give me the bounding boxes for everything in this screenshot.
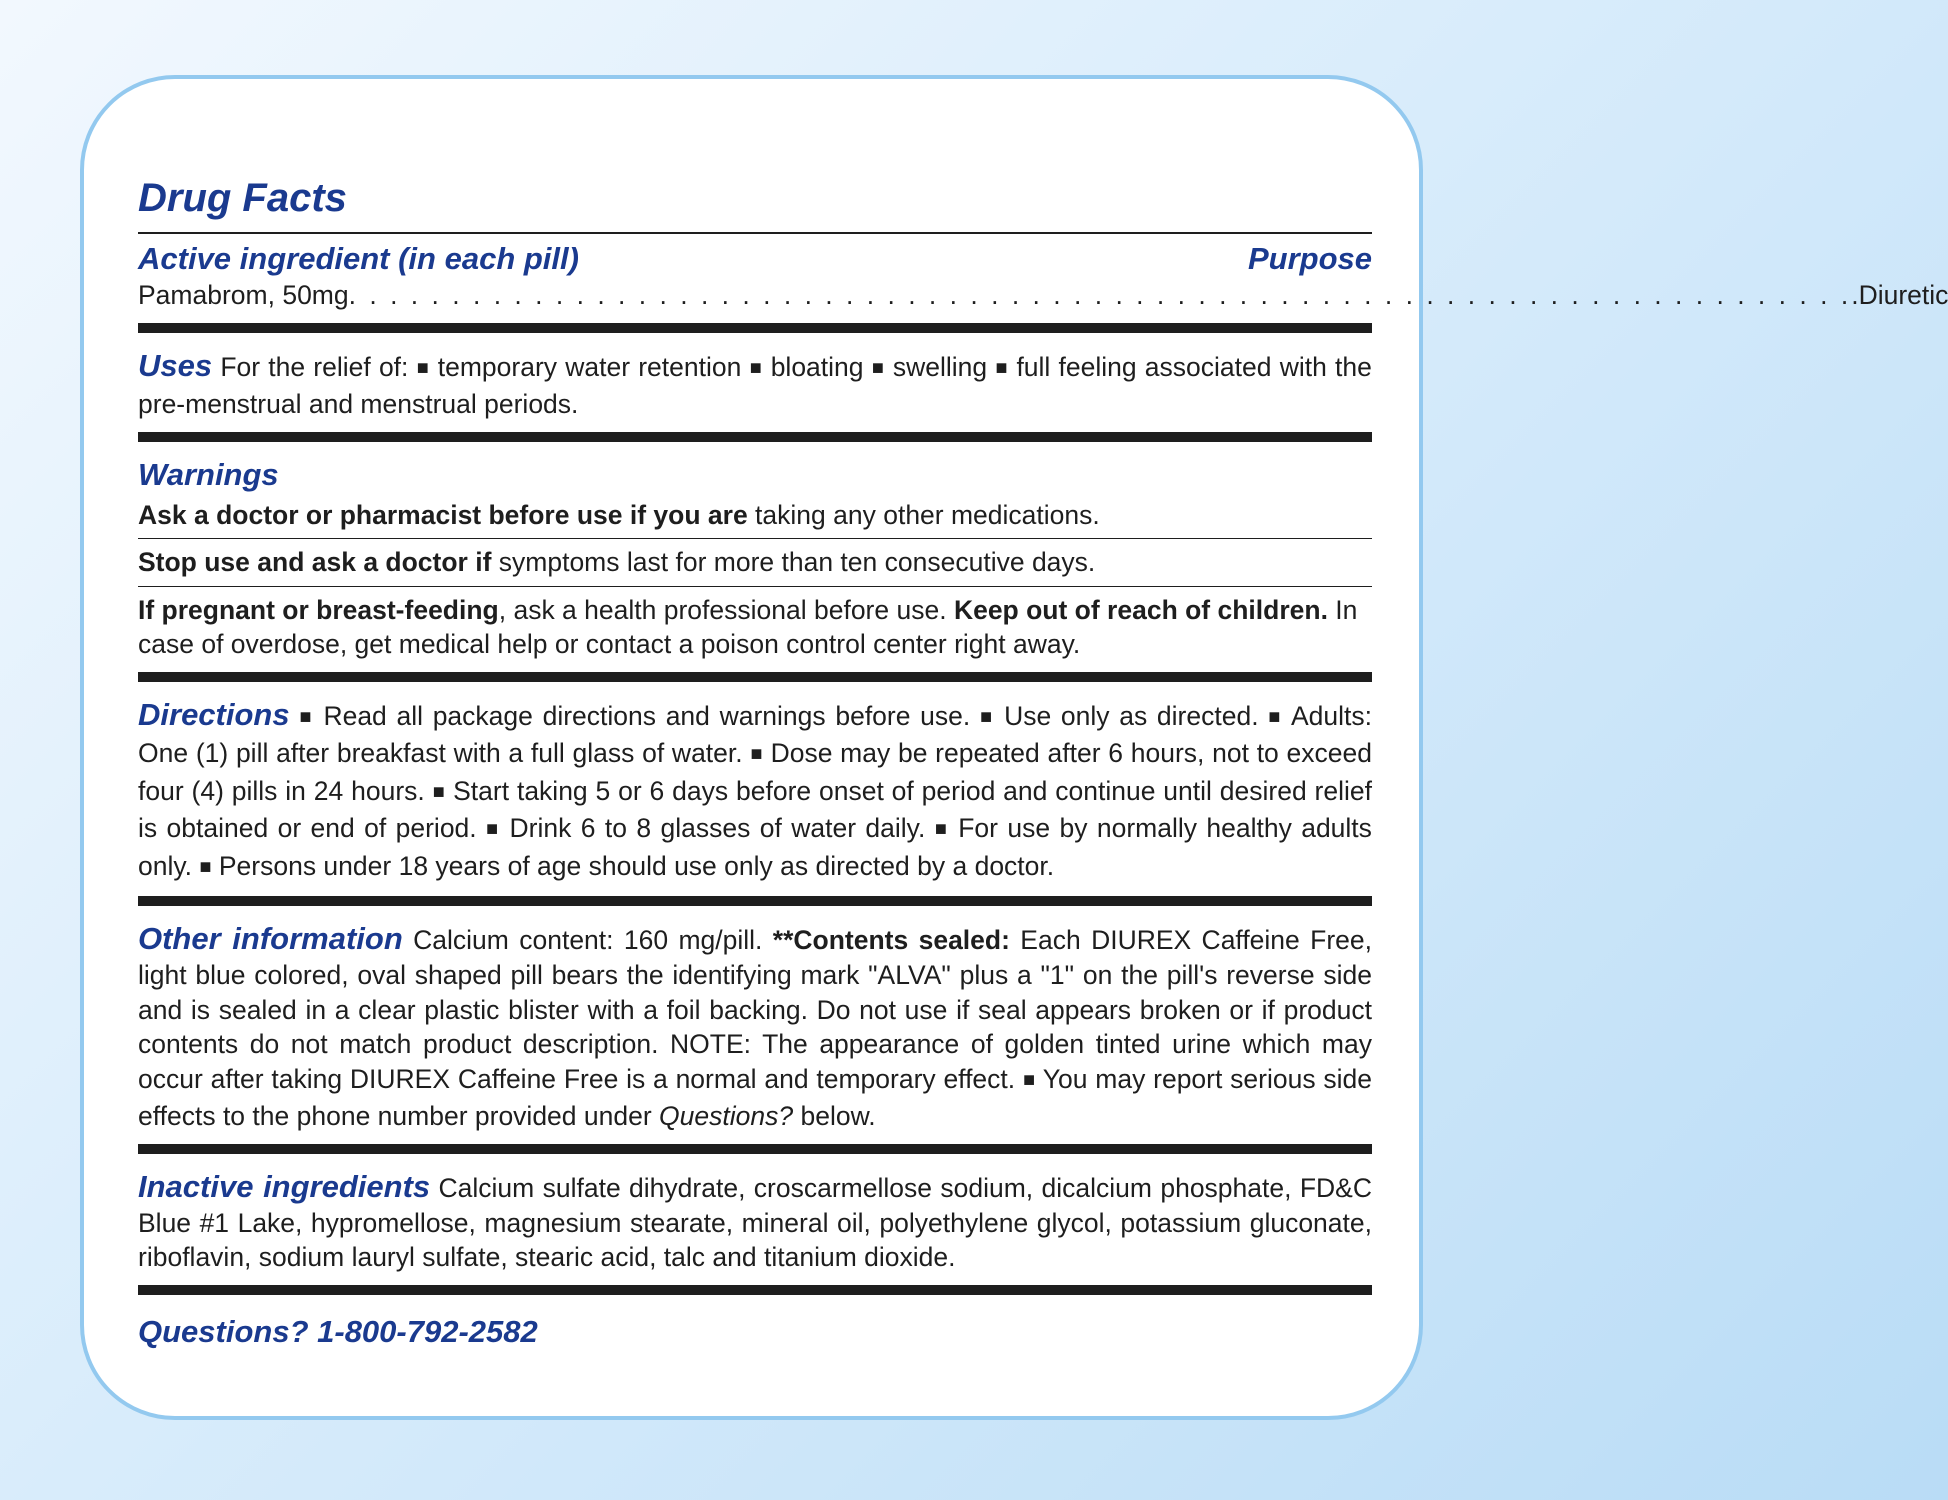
directions-heading: Directions (138, 696, 290, 732)
divider (138, 538, 1372, 539)
directions-item: Adults: One (1) pill after breakfast with a full glass of water. (138, 700, 1372, 768)
bullet-icon: ■ (199, 855, 212, 878)
warning-pregnancy-label: If pregnant or breast-feeding (138, 594, 499, 625)
uses-item: swelling (892, 351, 988, 382)
warning-pregnancy (138, 593, 1372, 662)
bullet-icon: ■ (934, 818, 949, 840)
section-divider (138, 1285, 1372, 1295)
uses-item: temporary water retention (437, 351, 742, 382)
warning-stop-use (138, 545, 1372, 580)
active-ingredient-row (138, 278, 1948, 313)
directions-item: For use by normally healthy adults only. (138, 813, 1372, 881)
directions-item: Read all package directions and warnings before use. (323, 700, 971, 731)
warning-children-label: Keep out of reach of children. (953, 594, 1328, 625)
warnings-heading: Warnings (138, 456, 279, 492)
inactive-ingredients-section (138, 1168, 1372, 1275)
section-divider (138, 432, 1372, 442)
warning-ask-label: Ask a doctor or pharmacist before use if you are (138, 499, 748, 530)
uses-item: full feeling associated with the pre-menstrual and menstrual periods. (138, 351, 1372, 419)
directions-section (138, 696, 1372, 887)
uses-heading: Uses (138, 347, 213, 383)
report-end: below. (793, 1101, 876, 1131)
calcium-content: Calcium content: 160 mg/pill. (413, 925, 763, 955)
directions-item: Dose may be repeated after 6 hours, not to exceed four (4) pills in 24 hours. (138, 738, 1372, 806)
directions-item: Drink 6 to 8 glasses of water daily. (509, 813, 926, 843)
directions-item: Start taking 5 or 6 days before onset of period and continue until desired relief is obtained or end of period. (138, 775, 1372, 843)
questions-phone: Questions? 1-800-792-2582 (138, 1313, 538, 1349)
bullet-icon: ■ (1022, 1068, 1036, 1091)
inactive-ingredients-text: Calcium sulfate dihydrate, croscarmellose sodium, dicalcium phosphate, FD&C Blue #1 Lake, hypromellose, magnesium stearate, mineral oil, polyethylene glycol, potassium gluconate, riboflavin, sodium lauryl sulfate, stearic acid, talc and titanium dioxide. (138, 1172, 1372, 1272)
section-divider (138, 672, 1372, 682)
uses-intro: For the relief of: (220, 351, 409, 382)
uses-item: bloating (770, 351, 864, 382)
bullet-icon: ■ (979, 705, 995, 728)
bullet-icon: ■ (416, 356, 430, 379)
warning-stop-label: Stop use and ask a doctor if (138, 547, 492, 577)
warning-ask-text: taking any other medications. (747, 499, 1100, 530)
bullet-icon: ■ (749, 356, 763, 379)
active-ingredient-header (138, 240, 1372, 278)
directions-item: Use only as directed. (1004, 700, 1259, 731)
active-ingredient-heading: Active ingredient (in each pill) (138, 241, 579, 276)
warnings-section (138, 456, 1372, 662)
report-text: You may report serious side effects to the phone number provided under (138, 1063, 1372, 1131)
bullet-icon: ■ (299, 705, 314, 728)
bullet-icon: ■ (432, 780, 446, 803)
divider (138, 232, 1372, 234)
active-ingredient-name: Pamabrom, 50mg (138, 280, 349, 310)
bullet-icon: ■ (486, 818, 501, 840)
bullet-icon: ■ (995, 356, 1009, 379)
warning-overdose-text: In case of overdose, get medical help or contact a poison control center right away. (138, 594, 1358, 659)
section-divider (138, 1144, 1372, 1154)
contents-sealed-text: Each DIUREX Caffeine Free, light blue colored, oval shaped pill bears the identifying mark "ALVA" plus a "1" on the pill's reverse side and is sealed in a clear plastic blister with a foil backing. Do not use if seal appears broken or if product contents do not match product description. NOTE: The appearance of golden tinted urine which may occur after taking DIUREX Caffeine Free is a normal and temporary effect. (138, 925, 1372, 1094)
bullet-icon: ■ (1268, 705, 1283, 728)
bullet-icon: ■ (750, 743, 763, 765)
section-divider (138, 323, 1372, 333)
other-information-heading: Other information (138, 921, 403, 956)
contents-sealed-label: **Contents sealed: (772, 925, 1010, 955)
page-title: Drug Facts (138, 176, 347, 220)
divider (138, 586, 1372, 587)
report-questions-ref: Questions? (659, 1101, 794, 1131)
drug-facts-panel (138, 172, 1948, 1351)
inactive-ingredients-heading: Inactive ingredients (138, 1168, 431, 1204)
uses-section (138, 347, 1372, 422)
warning-ask-doctor (138, 498, 1372, 533)
active-ingredient-purpose: .Diuretic (1851, 280, 1948, 310)
other-information-section (138, 920, 1372, 1134)
purpose-heading: Purpose (1247, 241, 1372, 276)
leader-dots: . . . . . . . . . . . . . . . . . . . . . . . . . . . . . . . . . . . . . . . . . . . . . . . . . . . . . . . . . . . . . . . . . . . . . . . . . (348, 280, 1852, 310)
directions-item: Persons under 18 years of age should use only as directed by a doctor. (218, 850, 1055, 881)
section-divider (138, 896, 1372, 906)
bullet-icon: ■ (871, 356, 885, 379)
warning-pregnancy-text: , ask a health professional before use. (498, 594, 954, 625)
warning-stop-text: symptoms last for more than ten consecutive days. (491, 547, 1096, 577)
